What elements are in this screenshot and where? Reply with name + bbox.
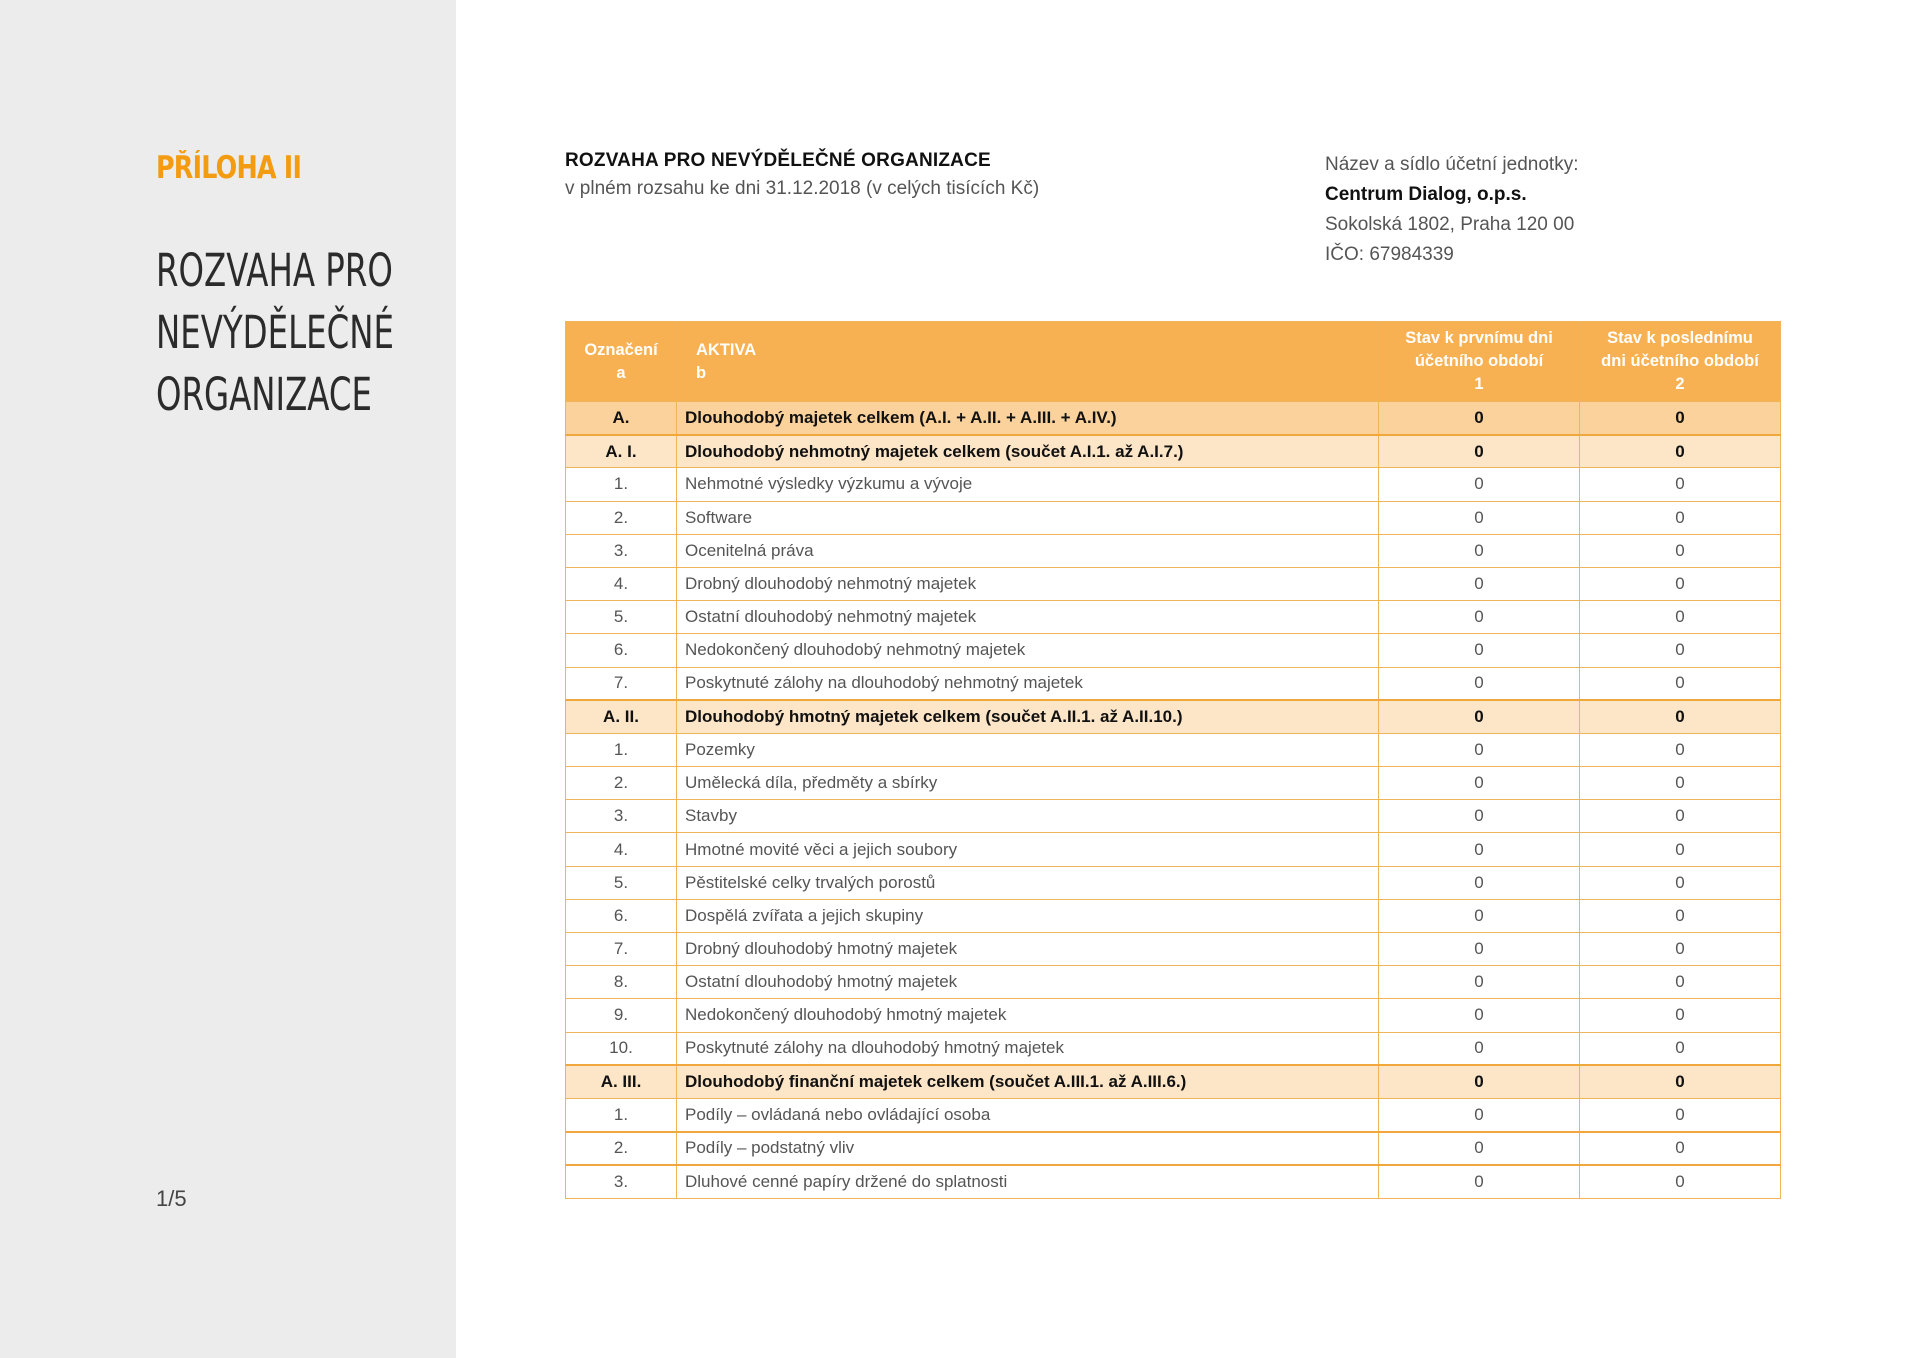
row-value-last: 0 [1580, 468, 1781, 501]
row-value-last: 0 [1580, 1165, 1781, 1198]
page-number: 1/5 [156, 1186, 187, 1211]
table-body [566, 402, 1781, 1199]
row-code: A. III. [566, 1065, 677, 1098]
row-name: Pěstitelské celky trvalých porostů [677, 866, 1379, 899]
entity-ico: IČO: 67984339 [1325, 244, 1454, 265]
row-name: Stavby [677, 800, 1379, 833]
row-code: 3. [566, 1165, 677, 1198]
sidebar-title [156, 240, 487, 426]
table-row [566, 767, 1781, 800]
row-code: 2. [566, 501, 677, 534]
header-assets [677, 322, 1379, 402]
table-row [566, 567, 1781, 600]
sidebar [0, 0, 456, 1358]
row-code: 6. [566, 634, 677, 667]
row-value-first: 0 [1379, 866, 1580, 899]
row-value-last: 0 [1580, 567, 1781, 600]
document-header [565, 150, 1039, 200]
row-value-first: 0 [1379, 634, 1580, 667]
entity-address: Sokolská 1802, Praha 120 00 [1325, 214, 1575, 235]
row-value-first: 0 [1379, 1098, 1580, 1131]
table-row [566, 833, 1781, 866]
row-name: Nedokončený dlouhodobý hmotný majetek [677, 999, 1379, 1032]
table-row [566, 700, 1781, 733]
row-value-first: 0 [1379, 1132, 1580, 1165]
row-code: 1. [566, 1098, 677, 1131]
table-row [566, 634, 1781, 667]
table-row [566, 1132, 1781, 1165]
row-name: Podíly – podstatný vliv [677, 1132, 1379, 1165]
header-code-label: Označení [584, 340, 658, 359]
sidebar-title-line: ORGANIZACE [156, 368, 372, 421]
row-code: A. [566, 402, 677, 435]
row-value-first: 0 [1379, 999, 1580, 1032]
row-value-last: 0 [1580, 1098, 1781, 1131]
row-value-last: 0 [1580, 667, 1781, 700]
row-name: Dlouhodobý nehmotný majetek celkem (součet A.I.1. až A.I.7.) [677, 435, 1379, 468]
row-code: 2. [566, 767, 677, 800]
row-name: Software [677, 501, 1379, 534]
row-name: Pozemky [677, 733, 1379, 766]
row-value-first: 0 [1379, 667, 1580, 700]
row-value-last: 0 [1580, 501, 1781, 534]
table-row [566, 501, 1781, 534]
row-value-last: 0 [1580, 534, 1781, 567]
row-value-first: 0 [1379, 1065, 1580, 1098]
row-value-first: 0 [1379, 1032, 1580, 1065]
row-name: Dlouhodobý finanční majetek celkem (součet A.III.1. až A.III.6.) [677, 1065, 1379, 1098]
row-value-last: 0 [1580, 435, 1781, 468]
row-value-last: 0 [1580, 999, 1781, 1032]
row-code: 6. [566, 899, 677, 932]
row-value-first: 0 [1379, 899, 1580, 932]
row-value-first: 0 [1379, 966, 1580, 999]
row-name: Dlouhodobý majetek celkem (A.I. + A.II. + A.III. + A.IV.) [677, 402, 1379, 435]
row-value-last: 0 [1580, 1132, 1781, 1165]
row-name: Drobný dlouhodobý nehmotný majetek [677, 567, 1379, 600]
row-value-last: 0 [1580, 866, 1781, 899]
row-name: Ostatní dlouhodobý nehmotný majetek [677, 601, 1379, 634]
row-value-first: 0 [1379, 800, 1580, 833]
row-value-last: 0 [1580, 899, 1781, 932]
row-value-last: 0 [1580, 800, 1781, 833]
row-value-first: 0 [1379, 601, 1580, 634]
header-assets-label: AKTIVA [696, 340, 757, 359]
row-value-first: 0 [1379, 501, 1580, 534]
row-code: 4. [566, 567, 677, 600]
annex-label: PŘÍLOHA II [156, 150, 302, 186]
row-name: Umělecká díla, předměty a sbírky [677, 767, 1379, 800]
row-value-first: 0 [1379, 534, 1580, 567]
row-value-first: 0 [1379, 1165, 1580, 1198]
table-row [566, 435, 1781, 468]
entity-info [1325, 150, 1578, 270]
row-name: Dlouhodobý hmotný majetek celkem (součet A.II.1. až A.II.10.) [677, 700, 1379, 733]
sidebar-title-line: ROZVAHA PRO [156, 244, 393, 297]
row-code: 2. [566, 1132, 677, 1165]
row-value-last: 0 [1580, 601, 1781, 634]
row-code: 3. [566, 800, 677, 833]
table-row [566, 1032, 1781, 1065]
header-last-day-sub: 2 [1675, 375, 1685, 393]
header-first-day-line: Stav k prvnímu dni [1405, 329, 1553, 347]
row-value-first: 0 [1379, 567, 1580, 600]
row-name: Dospělá zvířata a jejich skupiny [677, 899, 1379, 932]
row-code: 10. [566, 1032, 677, 1065]
entity-name: Centrum Dialog, o.p.s. [1325, 184, 1527, 205]
row-code: 5. [566, 601, 677, 634]
table-row [566, 1065, 1781, 1098]
header-last-day-line: dni účetního období [1601, 352, 1759, 370]
row-value-last: 0 [1580, 634, 1781, 667]
row-value-last: 0 [1580, 833, 1781, 866]
row-code: 5. [566, 866, 677, 899]
row-value-first: 0 [1379, 733, 1580, 766]
header-first-day-sub: 1 [1474, 375, 1484, 393]
document-title: ROZVAHA PRO NEVÝDĚLEČNÉ ORGANIZACE [565, 150, 991, 171]
row-value-first: 0 [1379, 435, 1580, 468]
header-code-sub: a [616, 363, 626, 382]
table-row [566, 667, 1781, 700]
table-row [566, 1165, 1781, 1198]
row-value-first: 0 [1379, 700, 1580, 733]
row-name: Nehmotné výsledky výzkumu a vývoje [677, 468, 1379, 501]
row-value-first: 0 [1379, 402, 1580, 435]
row-code: 1. [566, 468, 677, 501]
table-row [566, 866, 1781, 899]
row-name: Podíly – ovládaná nebo ovládající osoba [677, 1098, 1379, 1131]
sidebar-title-line: NEVÝDĚLEČNÉ [156, 306, 394, 359]
table-row [566, 800, 1781, 833]
document-subtitle: v plném rozsahu ke dni 31.12.2018 (v celých tisících Kč) [565, 178, 1040, 199]
row-code: 4. [566, 833, 677, 866]
table-row [566, 899, 1781, 932]
row-value-first: 0 [1379, 833, 1580, 866]
row-value-last: 0 [1580, 767, 1781, 800]
table-row [566, 933, 1781, 966]
row-code: 9. [566, 999, 677, 1032]
row-value-last: 0 [1580, 700, 1781, 733]
row-name: Dluhové cenné papíry držené do splatnosti [677, 1165, 1379, 1198]
header-last-day [1580, 322, 1781, 402]
header-assets-sub: b [696, 363, 707, 382]
header-first-day-line: účetního období [1414, 352, 1544, 370]
row-code: 7. [566, 667, 677, 700]
row-name: Ocenitelná práva [677, 534, 1379, 567]
row-value-last: 0 [1580, 733, 1781, 766]
row-code: A. I. [566, 435, 677, 468]
table-row [566, 468, 1781, 501]
row-name: Ostatní dlouhodobý hmotný majetek [677, 966, 1379, 999]
table-row [566, 601, 1781, 634]
header-first-day [1379, 322, 1580, 402]
row-value-first: 0 [1379, 933, 1580, 966]
row-name: Poskytnuté zálohy na dlouhodobý nehmotný majetek [677, 667, 1379, 700]
row-name: Hmotné movité věci a jejich soubory [677, 833, 1379, 866]
row-code: 1. [566, 733, 677, 766]
table-row [566, 733, 1781, 766]
row-code: 3. [566, 534, 677, 567]
row-name: Drobný dlouhodobý hmotný majetek [677, 933, 1379, 966]
row-value-last: 0 [1580, 966, 1781, 999]
entity-label: Název a sídlo účetní jednotky: [1325, 154, 1579, 175]
row-code: 7. [566, 933, 677, 966]
row-code: 8. [566, 966, 677, 999]
row-value-last: 0 [1580, 1065, 1781, 1098]
table-row [566, 402, 1781, 435]
row-code: A. II. [566, 700, 677, 733]
row-value-first: 0 [1379, 767, 1580, 800]
header-last-day-line: Stav k poslednímu [1607, 329, 1753, 347]
table-row [566, 999, 1781, 1032]
row-value-last: 0 [1580, 933, 1781, 966]
table-row [566, 1098, 1781, 1131]
row-name: Nedokončený dlouhodobý nehmotný majetek [677, 634, 1379, 667]
table-row [566, 966, 1781, 999]
table-header-row [566, 322, 1781, 402]
row-value-first: 0 [1379, 468, 1580, 501]
row-value-last: 0 [1580, 402, 1781, 435]
row-name: Poskytnuté zálohy na dlouhodobý hmotný majetek [677, 1032, 1379, 1065]
table-row [566, 534, 1781, 567]
balance-sheet-table [565, 321, 1781, 1199]
header-code [566, 322, 677, 402]
row-value-last: 0 [1580, 1032, 1781, 1065]
